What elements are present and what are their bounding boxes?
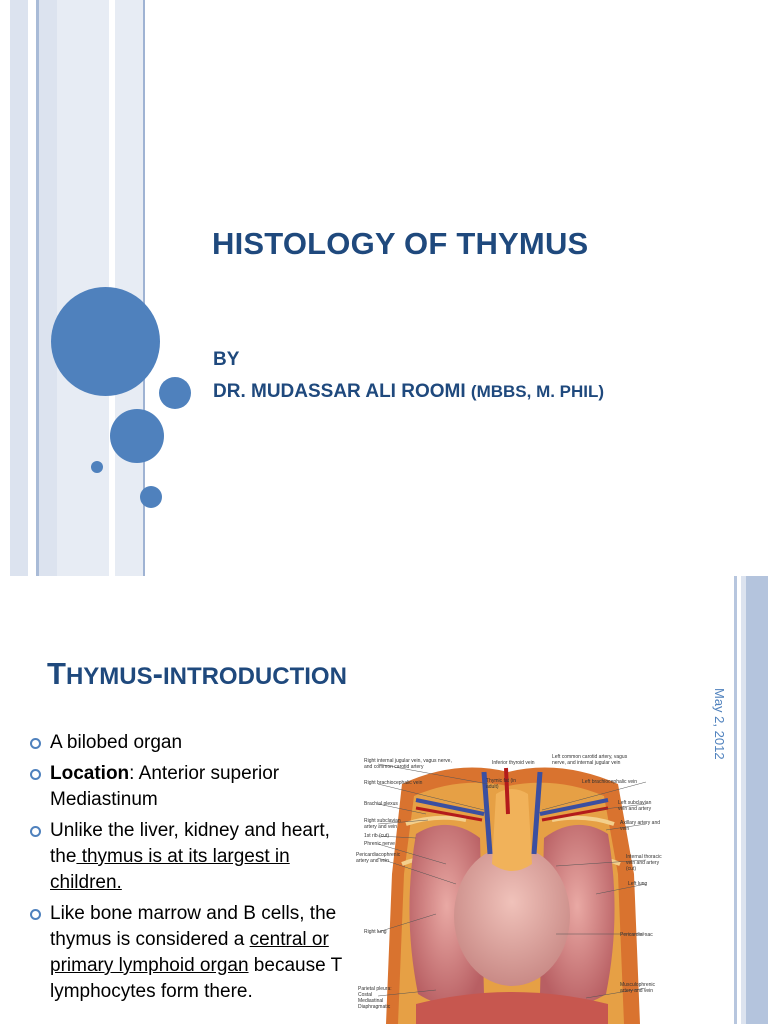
bullet-text: Unlike the liver, kidney and heart, the <box>50 820 330 867</box>
label-thymic-fat: Thymic fat (in adult) <box>486 778 517 790</box>
decor-circle <box>110 409 164 463</box>
title-initial-2: I <box>162 663 170 690</box>
author-name: DR. MUDASSAR ALI ROOMI <box>213 381 466 402</box>
bullet-circle-icon <box>30 826 41 837</box>
label-left-subclavian: Left subclavian vein and artery <box>618 800 652 812</box>
bullet-circle-icon <box>30 909 41 920</box>
bullet-circle-icon <box>30 738 41 749</box>
bullet-bold-text: Location <box>50 763 130 784</box>
byline-label: BY <box>213 349 240 370</box>
label-phrenic-nerve: Phrenic nerve <box>364 841 395 847</box>
label-right-jugular: Right internal jugular vein, vagus nerve, and common carotid artery <box>364 758 452 770</box>
bullet-item <box>30 730 350 756</box>
slide-title: HISTOLOGY OF THYMUS <box>212 226 589 261</box>
label-pericardial-sac: Pericardial sac <box>620 932 653 938</box>
decor-stripe <box>10 0 28 576</box>
label-pericardiacophrenic: Pericardiacophrenic artery and vein <box>356 852 401 864</box>
label-parietal-pleura: Parietal pleura: Costal Mediastinal Diaphragmatic <box>358 986 392 1010</box>
bullet-underlined-text: thymus is at its largest in children. <box>50 846 290 893</box>
bullet-underlined-text: central or primary lymphoid organ <box>50 929 329 976</box>
decor-circle <box>159 377 191 409</box>
decor-stripe <box>0 576 6 1024</box>
decor-stripe <box>0 0 10 576</box>
slide-title <box>47 656 347 692</box>
label-right-lung: Right lung <box>364 929 387 935</box>
label-brachial-plexus: Brachial plexus <box>364 801 398 807</box>
title-dash: - <box>152 656 163 691</box>
decor-stripe <box>28 0 36 576</box>
author-line <box>213 381 604 403</box>
label-axillary: Axillary artery and vein <box>620 820 661 832</box>
title-initial: T <box>47 656 66 691</box>
content-slide <box>0 576 768 1024</box>
label-musculophrenic: Musculophrenic artery and vein <box>620 982 656 994</box>
decor-circle-tiny <box>91 461 103 473</box>
bullet-item <box>30 901 350 1005</box>
decor-circle-large <box>51 287 160 396</box>
bullet-list <box>30 730 350 1010</box>
label-right-brachiocephalic: Right brachiocephalic vein <box>364 780 423 786</box>
decor-stripe <box>746 576 768 1024</box>
bullet-text: A bilobed organ <box>50 732 183 753</box>
label-right-subclavian: Right subclavian artery and vein <box>364 818 401 830</box>
title-part-2: NTRODUCTION <box>169 663 347 690</box>
bullet-text: because T lymphocytes form there. <box>50 955 342 1002</box>
bullet-circle-icon <box>30 769 41 780</box>
label-internal-thoracic: Internal thoracic vein and artery (cut) <box>626 854 662 872</box>
bullet-item <box>30 818 350 896</box>
label-left-carotid: Left common carotid artery, vagus nerve, and internal jugular vein <box>552 754 628 766</box>
title-part: HYMUS <box>65 663 153 690</box>
decor-circle <box>140 486 162 508</box>
label-left-brachiocephalic: Left brachiocephalic vein <box>582 779 638 785</box>
decor-stripe <box>39 0 57 576</box>
bullet-item <box>30 761 350 813</box>
bullet-text: : Anterior superior Mediastinum <box>50 763 280 810</box>
label-inferior-thyroid: Inferior thyroid vein <box>492 760 535 766</box>
author-qualifications: (MBBS, M. PHIL) <box>470 382 605 401</box>
label-left-lung: Left lung <box>628 881 648 887</box>
slide-date: May 2, 2012 <box>712 688 727 760</box>
label-first-rib: 1st rib (cut) <box>364 833 390 839</box>
bullet-text: Like bone marrow and B cells, the thymus is considered a <box>50 903 337 950</box>
thymus-anatomy-illustration <box>356 754 668 1024</box>
